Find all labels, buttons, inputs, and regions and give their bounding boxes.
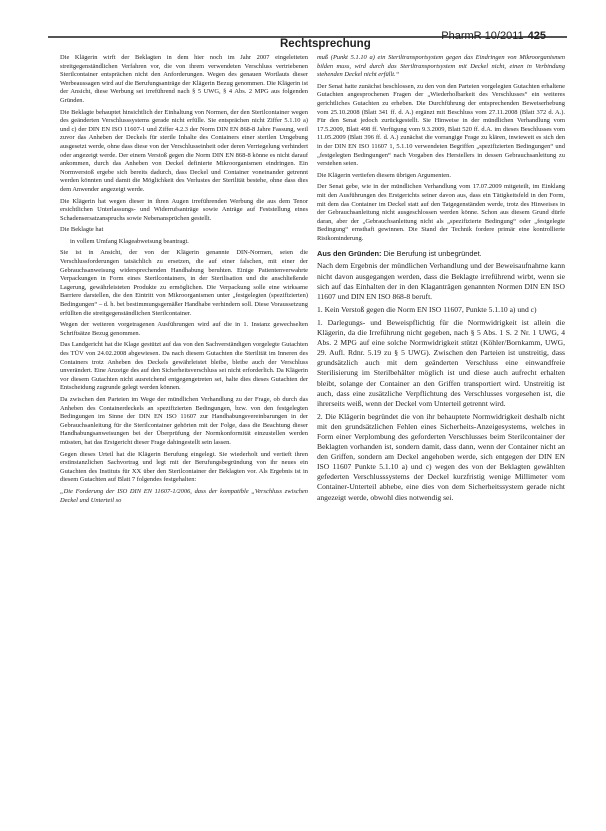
- paragraph: Die Klägerin hat wegen dieser in ihren Augen irreführenden Werbung die aus dem Tenor ersichtlichen Unterlassungs- und Widerrufsanträge sowie Anträge auf Feststellung eines Schadensersatzanspruchs sowie Nebenansprüchen gestellt.: [60, 197, 308, 222]
- paragraph: Der Senat hatte zunächst beschlossen, zu den von den Parteien vorgelegten Gutachten erhaltene Gutachten angesprochenen Fragen der „Wiederholbarkeit des Verschlusses“ ein weiteres gerichtliches Gutachten zu erheben. Die Durchführung der entsprechenden Beweiserhebung vom 25.10.2008 (Blatt 341 ff. d. A.) ergänzt mit Beschluss vom 27.11.2008 (Blatt 372 d. A.). Für den Senat jedoch zurückgestellt. Sie Hinweise in der mündlichen Verhandlung vom 17.5.2009, Blatt 498 ff. Verfügung vom 9.3.2009, Blatt 520 ff. d.A. im dieses Beschlusses vom 11.05.2009 (Blatt 396 ff. d. A.) zunächst die vorrangige Frage zu klären, inwieweit es sich den in der DIN EN ISO 11607 1, 5.1.10 verwendeten Begriffen „spezifizierten Bedingungen“ und „festgelegten Bedingungen“ nach Vorgaben des Herstellers in dessen Gebrauchsanleitung zu verstehen seien.: [317, 82, 565, 168]
- page-number: 425: [527, 30, 546, 42]
- right-column: [317, 54, 565, 506]
- paragraph: Das Landgericht hat die Klage gestützt auf das von den Sachverständigen vorgelegte Gutachten des TÜV von 24.02.2008 abgewiesen. Da nach diesem Gutachten die Sterilität im Inneren des Containers trotz Anheben des Deckels gewährleistet bleibe, bleibe auch der Verschluss unverändert. Eine Anzeige des auf den Sicherheitsverschluss sei nicht erforderlich. Da Klägerin vor diesem Gutachten nicht ausreichend entgegengetreten sei, halte dies dieses Gutachten der Entscheidung zugrunde gelegt werden können.: [60, 341, 308, 392]
- paragraph: 1. Darlegungs- und Beweispflichtig für die Normwidrigkeit ist allein die Klägerin, da die Irreführung nicht gegeben, nach § 5 Abs. 1 S. 2 Nr. 1 UWG, 4 Abs. 2 MPG auf eine solche Normwidrigkeit stützt (Köhler/Bornkamm, UWG, 29. Aufl. Rdnr. 5.19 zu § 5 UWG). Zwischen den Parteien ist unstreitig, dass grundsätzlich auch mit dem geänderten Verschluss eine einwandfreie Sterilisierung im Sterilbehälter möglich ist und diese auch aufrecht erhalten bleibt, solange der Container an den Griffen transportiert wird. Unstreitig ist auch, dass eine zusätzliche Verpflichtung des Verschlusses vorgesehen ist, die ihrerseits weiß, wenn der Deckel vom Unterteil getrennt wird.: [317, 317, 565, 408]
- paragraph: 1. Kein Verstoß gegen die Norm EN ISO 11607, Punkte 5.1.10 a) und c): [317, 304, 537, 314]
- paragraph: Da zwischen den Parteien im Wege der mündlichen Verhandlung zu der Frage, ob durch das Anheben des Containerdeckels an spezifizierten Bedingungen, bzw. von den festgelegten Bedingungen im Sinne der DIN EN ISO 11607 zur Handhabungsvereinbarungen in der Gebrauchsanleitung für die Sterilcontainer gehörten mit der Folge, dass die Beachtung dieser Handhabungsanweisungen bei der Überprüfung der Normkonformität einzustellen werden müssten, hat das Erstgericht dieser Frage dahingestellt sein lassen.: [60, 395, 308, 446]
- section-title: Rechtsprechung: [280, 38, 371, 50]
- paragraph: Die Klägerin wirft der Beklagten in dem hier noch im Jahr 2007 eingeleiteten streitgegenständlichen Verfahren vor, die von ihrem verwendeten Verschluss vertriebenen Sterilcontainer entsprächen nicht den Anforderungen. Wegen des genauen Wortlauts dieser Werbeaussagen wird auf die Berufungsanträge der Klägerin Bezug genommen. Die Klägerin ist der Ansicht, diese Werbung sei irreführend nach § 5 UWG, § 4 Abs. 2 MPG aus folgenden Gründen.: [60, 54, 308, 104]
- journal-name: PharmR 10/2011: [441, 30, 524, 42]
- paragraph: in vollem Umfang Klageabweisung beantragt.: [70, 237, 189, 245]
- section-heading-bold: Aus den Gründen:: [317, 249, 382, 259]
- section-heading: Aus den Gründen: Die Berufung ist unbegründet.: [317, 249, 482, 259]
- paragraph: 2. Die Klägerin begründet die von ihr behauptete Normwidrigkeit deshalb nicht mit den grundsätzlichen Fehlen eines Sicherheits-Anzeigesystems, welches in Form einer Verplombung des geforderten Verschlusses beim Sterilcontainer der Beklagten vorhanden ist, sondern damit, dass dann, wenn der Container nicht an den Griffen, sondern am Deckel angehoben werde, sich entgegen der DIN EN ISO 11607 Punkte 5.1.10 a) und c) wegen des von der Beklagten gewählten gefederten Verschlusssystems der Deckel kurzfristig wenige Millimeter vom Container-Unterteil abhebe, eine dies von dem Sicherheitssystem gerade nicht angezeigt werde, obwohl dies notwendig sei.: [317, 411, 565, 502]
- left-column: [60, 54, 308, 508]
- paragraph: Wegen der weiteren vorgetragenen Ausführungen wird auf die in 1. Instanz gewechselten Schriftsätze Bezug genommen.: [60, 321, 308, 337]
- paragraph: Die Klägerin vertiefen diesem übrigen Argumenten.: [317, 171, 451, 179]
- paragraph: Die Beklagte behauptet hinsichtlich der Einhaltung von Normen, der den Sterilcontainer wegen des geänderten Verschlusssystems gerade nicht erfülle. Sie entsprächen nicht Ziffer 5.1.10 a) und c) der DIN EN ISO 11607-1 und Ziffer 4.2.3 der Norm DIN EN 868-8 Jahre Fassung, weil zuvor das Anheben der Deckels für sterile Inhalte des Containers einer sterilen Umgebung ausgesetzt werde, ohne dass diese von der Verschlusseinheit oder deren Verriegelung verhindert oder angezeigt werde. Der einem Verstoß gegen die Norm DIN EN 868-8 könne es nicht darauf ankommen, durch das Anheben von Deckel definierte Mikroorganismen eindringen. Ein Normverstoß ergebe sich bereits dadurch, dass Deckel und Container voneinander getrennt werden könnten und damit die Möglichkeit des Verlustes der Sterilität bestehe, ohne dass dies dem Anwender angezeigt werde.: [60, 108, 308, 193]
- quote-paragraph: „Die Forderung der ISO DIN EN 11607-1/2006, dass der kompatible „Verschluss zwischen Deckel und Unterteil so: [60, 487, 308, 504]
- paragraph: Sie ist in Ansicht, der von der Klägerin genannte DIN-Normen, seien die Verschlussforderungen tatsächlich zu ersetzen, die auf einer falschen, mit einer der Gebrauchsanweisung widersprechenden Handhabung beruhten. Einige Patientenverwahrte Verpackungen in Form eines Sterilcontainers, in der Sterilisation und die anschließende Lagerung, gewährleisteten Produkte zu ermöglichen. Die Verpackung solle eine wirksame Barriere darstellen, die den Eintritt von Mikroorganismen unter „festgelegten (spezifizierten) Bedingungen“ – d. h. bei bestimmungsgemäßer Handhabe verhindern soll. Diese Voraussetzung erfüllten die streitgegenständlichen Sterilcontainer.: [60, 249, 308, 317]
- paragraph: Gegen dieses Urteil hat die Klägerin Berufung eingelegt. Sie wiederholt und vertieft ihren erstinstanzlichen Sachvortrag und legt mit der Berufungsbegründung von ihr neues ein Gutachten des Instituts für XX über den Sterilcontainer der Beklagten vor. Als Ergebnis ist in diesem Gutachten auf Blatt 7 folgendes festgehalten:: [60, 450, 308, 484]
- paragraph: Die Beklagte hat: [60, 226, 104, 234]
- quote-paragraph: muß (Punkt 5.1.10 a) ein Steriltransportsystem gegen das Eindringen von Mikroorganismen bilden muss, wird durch das Steriltransportsystem mit Deckel nicht, einen in Verbindung stehenden Deckel nicht erfüllt.“: [317, 54, 565, 79]
- paragraph: Nach dem Ergebnis der mündlichen Verhandlung und der Beweisaufnahme kann nicht davon ausgegangen werden, dass die Beklagte irreführend wirbt, wenn sie sich auf das Einhalten der in den Klaganträgen genannten Normen DIN EN ISO 11607 und DIN EN ISO 868-8 beruft.: [317, 261, 565, 301]
- journal-header: [441, 30, 546, 42]
- paragraph: Der Senat gebe, wie in der mündlichen Verhandlung vom 17.07.2009 mitgeteilt, im Einklang mit den Ausführungen des Erstgerichts seiner davon aus, dass ein Tätigkeitsfeld in den Form, mit dem das Container im Deckel statt auf den Tatgegenständen werde, trotz des Hinweises in der Gebrauchsanleitung nicht ausgeschlossen werden könne. Schon aus diesem Grund dürfe daran, aber der „Gebrauchsanleitung nicht als „spezifizierte Bedingung“ oder „festgelegte Bedingung“ ernsthaft gewinnen. Die Stand der Technik fordere primär eine kontrollierte Risikominderung.: [317, 183, 565, 242]
